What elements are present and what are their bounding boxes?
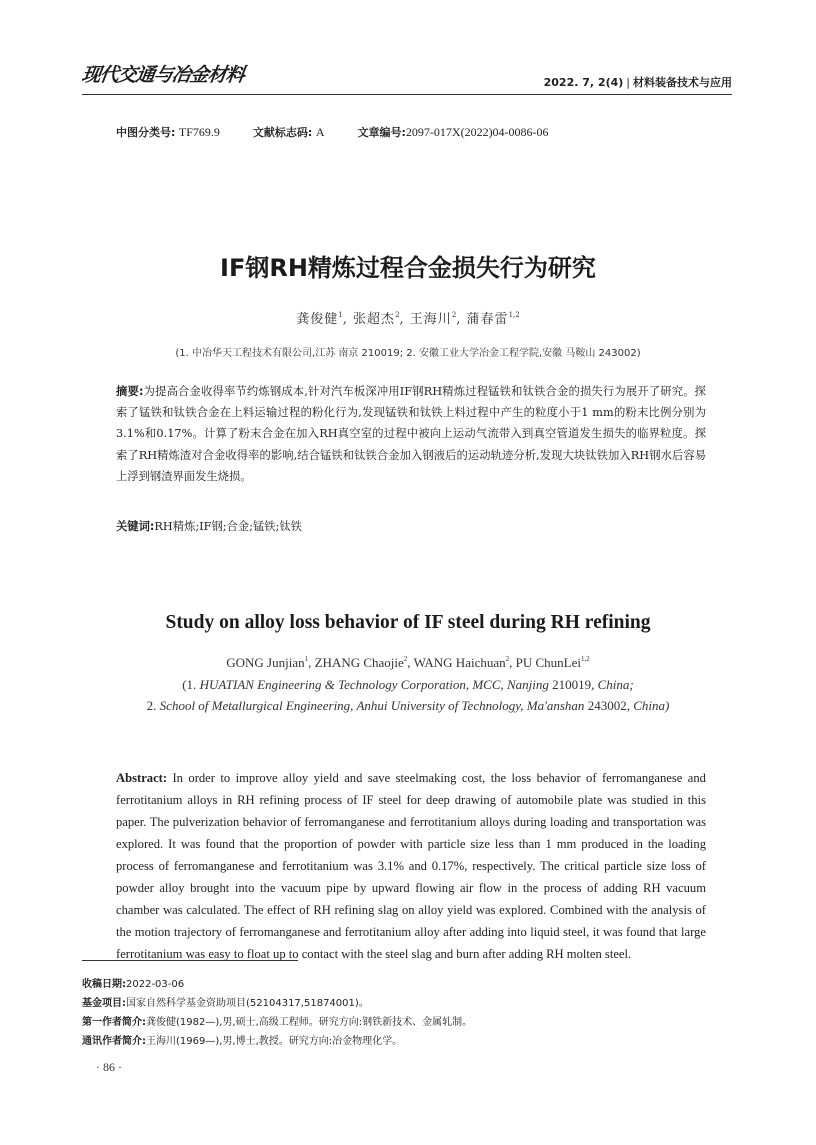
keywords-cn: [116, 518, 302, 534]
abstract-en-text: In order to improve alloy yield and save steelmaking cost, the loss behavior of ferromanganese and ferrotitanium alloys in RH refining process of IF steel for deep drawing of automobile plate was studied in this paper. The pulverization behavior of ferromanganese and ferrotitanium alloys during loading and transportation was explored. It was found that the proportion of powder with particle size less than 1 mm produced in the loading process of ferromanganese and ferrotitanium was 3.1% and 0.17%, respectively. The critical particle size loss of powder alloy brought into the vacuum pipe by upward flowing air flow in the process of adding RH vacuum chamber was calculated. The effect of RH refining slag on alloy yield was explored. Combined with the analysis of the motion trajectory of ferromanganese and ferrotitanium alloy after adding into liquid steel, it was found that large ferrotitanium was easy to float up to contact with the steel slag and burn after adding RH molten steel.: [116, 771, 706, 961]
article-number-label: 文章编号:: [357, 126, 406, 139]
footnote-received: [82, 975, 184, 990]
affil-en-country-2: China): [633, 698, 670, 713]
received-label: 收稿日期:: [82, 979, 126, 990]
header-rule: [82, 94, 732, 95]
affil-en-institution-1: HUATIAN Engineering & Technology Corporation, MCC, Nanjing: [199, 677, 549, 692]
author-name: 蒲春雷: [466, 312, 509, 327]
author-name-en: ZHANG Chaojie: [314, 655, 404, 670]
fund-value: 国家自然科学基金资助项目(52104317,51874001)。: [126, 998, 369, 1009]
footnote-corresponding-author: [82, 1032, 402, 1047]
clc-label: 中图分类号:: [116, 126, 176, 139]
doc-code-value: A: [315, 125, 325, 139]
author-name-en: WANG Haichuan: [413, 655, 506, 670]
affil-en-open: (1.: [182, 677, 197, 692]
author-name-en: PU ChunLei: [515, 655, 581, 670]
affil-en-postcode-1: 210019: [552, 677, 592, 692]
footnote-fund: [82, 994, 369, 1009]
first-author-label: 第一作者简介:: [82, 1017, 146, 1028]
abstract-cn-label: 摘要:: [116, 385, 144, 398]
authors-en: GONG Junjian$^1$, ZHANG Chaojie$^2$, WANG Haichuan$^2$, PU ChunLei$^{1,2}$: [226, 655, 590, 670]
section-name: 材料装备技术与应用: [633, 76, 732, 89]
corresponding-value: 王海川(1969—),男,博士,教授。研究方向:冶金物理化学。: [146, 1036, 403, 1047]
corresponding-label: 通讯作者简介:: [82, 1036, 146, 1047]
keywords-cn-label: 关键词:: [116, 520, 155, 533]
article-number-value: 2097-017X(2022)04-0086-06: [405, 125, 549, 139]
abstract-en: [116, 767, 706, 965]
doc-code-label: 文献标志码:: [252, 126, 313, 139]
affil-en-institution-2: School of Metallurgical Engineering, Anhui University of Technology, Ma'anshan: [159, 698, 585, 713]
footnote-first-author: [82, 1013, 472, 1028]
paper-title-cn: IF钢RH精炼过程合金损失行为研究: [220, 254, 596, 282]
footnote-rule: [82, 960, 298, 961]
affiliation-en-line-1: (1. HUATIAN Engineering & Technology Corporation, MCC, Nanjing 210019, China;: [182, 677, 634, 692]
author-name-en: GONG Junjian: [226, 655, 305, 670]
affiliation-cn: (1. 中冶华天工程技术有限公司,江苏 南京 210019; 2. 安徽工业大学冶金工程学院,安徽 马鞍山 243002): [175, 348, 641, 359]
author-affil-mark: 1: [338, 311, 343, 319]
author-name: 王海川: [409, 312, 452, 327]
journal-issue-info: [544, 74, 732, 90]
keywords-cn-text: RH精炼;IF钢;合金;锰铁;钛铁: [154, 520, 302, 533]
clc-value: TF769.9: [178, 125, 220, 139]
author-affil-mark: 2: [395, 311, 400, 319]
affil-en-postcode-2: 243002: [587, 698, 627, 713]
author-affil-mark: 1: [304, 655, 309, 663]
classification-line: [116, 124, 549, 140]
abstract-cn: [116, 381, 706, 487]
author-affil-mark: 2: [451, 311, 457, 319]
affil-en-country-1: China;: [597, 677, 634, 692]
first-author-value: 龚俊健(1982—),男,硕士,高级工程师。研究方向:钢铁新技术、金属轧制。: [146, 1017, 473, 1028]
author-affil-mark: 1,2: [508, 311, 520, 319]
author-affil-mark: 2: [403, 655, 408, 663]
journal-logo: 现代交通与冶金材料: [80, 64, 246, 86]
authors-cn: 龚俊健$^1$, 张超杰$^2$, 王海川$^2$, 蒲春雷$^{1,2}$: [296, 311, 520, 327]
author-affil-mark: 2: [505, 655, 510, 663]
affil-en-num-2: 2.: [146, 698, 157, 713]
issue-number: 2022. 7, 2(4): [543, 76, 624, 89]
fund-label: 基金项目:: [82, 998, 126, 1009]
page-number: · 86 ·: [96, 1060, 122, 1074]
author-name: 龚俊健: [296, 312, 339, 327]
header-separator: |: [626, 76, 630, 89]
paper-title-en: Study on alloy loss behavior of IF steel during RH refining: [165, 612, 651, 633]
affiliation-en-line-2: 2. School of Metallurgical Engineering, Anhui University of Technology, Ma'anshan 243002, China): [146, 698, 670, 713]
received-value: 2022-03-06: [126, 979, 185, 990]
author-affil-mark: 1,2: [581, 655, 590, 663]
author-name: 张超杰: [353, 312, 396, 327]
abstract-cn-text: 为提高合金收得率节约炼钢成本,针对汽车板深冲用IF钢RH精炼过程锰铁和钛铁合金的损失行为展开了研究。探索了锰铁和钛铁合金在上料运输过程的粉化行为,发现锰铁和钛铁上料过程中产生的粒度小于1 mm的粉末比例分别为3.1%和0.17%。计算了粉末合金在加入RH真空室的过程中被向上运动气流带入到真空管道发生损失的临界粒度。探索了RH精炼渣对合金收得率的影响,结合锰铁和钛铁合金加入钢液后的运动轨迹分析,发现大块钛铁加入RH钢水后容易上浮到钢渣界面发生烧损。: [116, 385, 706, 483]
abstract-en-label: Abstract:: [116, 771, 168, 785]
